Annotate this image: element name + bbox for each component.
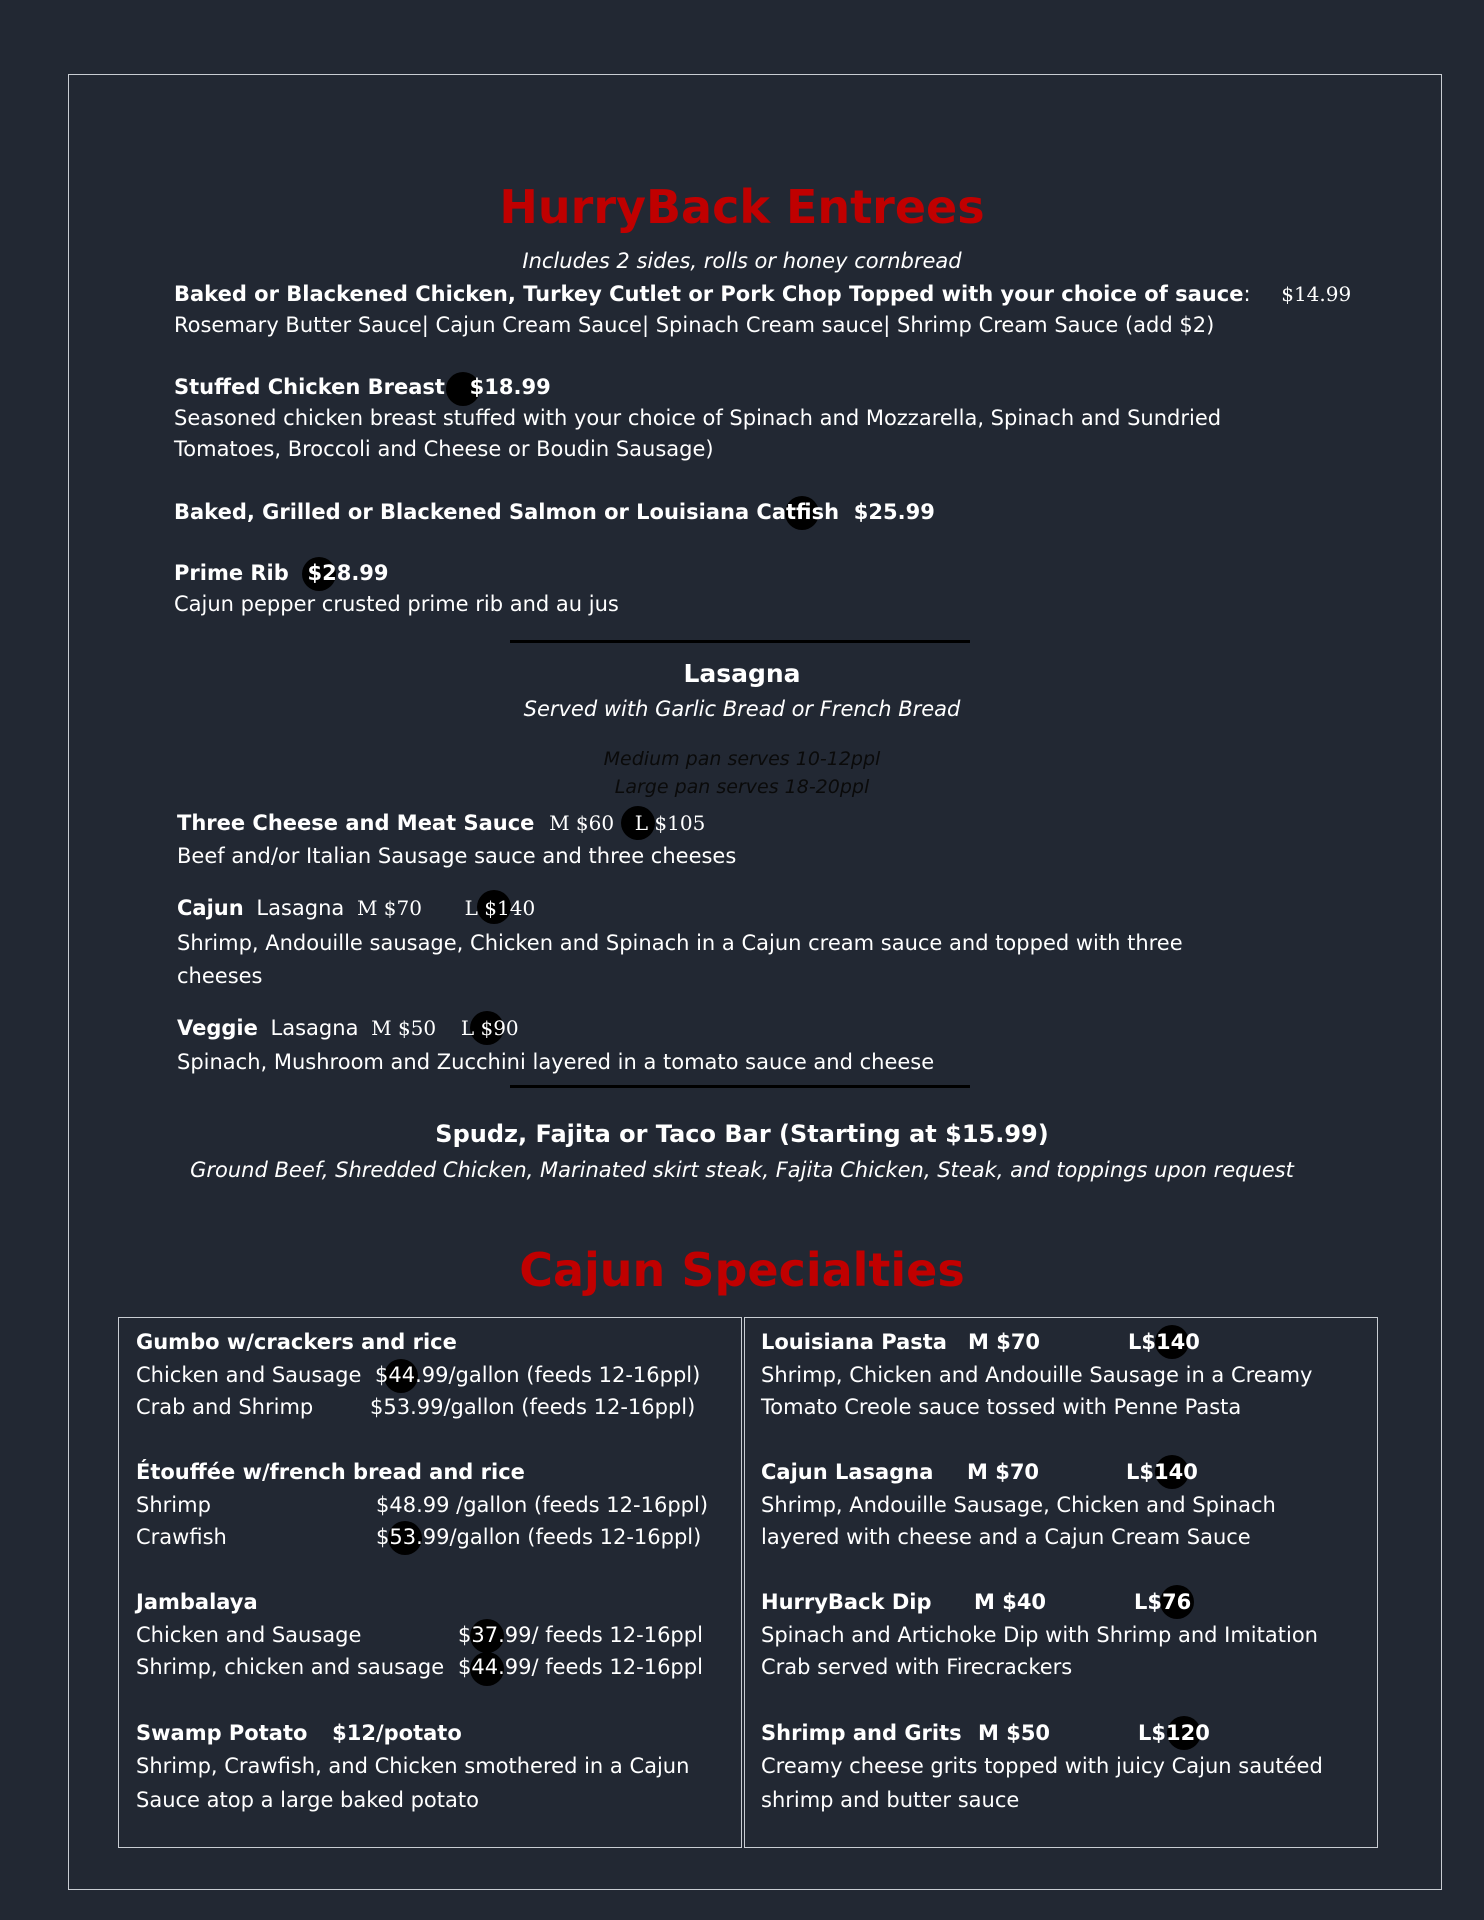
entree-item-1 xyxy=(174,279,1351,310)
entree-item-2-desc-1: Seasoned chicken breast stuffed with your choice of Spinach and Mozzarella, Spinach and Sundried xyxy=(174,406,1222,430)
pasta-desc-1: Shrimp, Chicken and Andouille Sausage in a Creamy xyxy=(761,1363,1313,1387)
entree-item-1-price: $14.99 xyxy=(1281,282,1352,306)
grits-desc-1: Creamy cheese grits topped with juicy Cajun sautéed xyxy=(761,1754,1323,1778)
lasagna-item-2-desc-2: cheeses xyxy=(177,964,263,988)
gumbo-name: Gumbo w/crackers and rice xyxy=(136,1330,457,1354)
entree-item-1-desc: Rosemary Butter Sauce| Cajun Cream Sauce| Spinach Cream sauce| Shrimp Cream Sauce (add $2) xyxy=(174,313,1215,337)
grits-medium: M $50 xyxy=(978,1721,1051,1745)
pasta-medium: M $70 xyxy=(968,1330,1041,1354)
swamp-potato-desc-2: Sauce atop a large baked potato xyxy=(136,1788,479,1812)
lasagna-item-2-name-bold: Cajun xyxy=(177,896,244,920)
gumbo-row-1-label: Chicken and Sausage xyxy=(136,1363,362,1387)
lasagna-item-1-large: L $105 xyxy=(634,811,706,835)
lasagna-item-2-desc-1: Shrimp, Andouille sausage, Chicken and Spinach in a Cajun cream sauce and topped with three xyxy=(177,931,1183,955)
section-divider xyxy=(510,1085,970,1088)
bar-subtitle: Ground Beef, Shredded Chicken, Marinated skirt steak, Fajita Chicken, Steak, and toppings upon request xyxy=(190,1158,1294,1182)
dip-desc-1: Spinach and Artichoke Dip with Shrimp and Imitation xyxy=(761,1623,1318,1647)
entree-item-3 xyxy=(174,497,935,528)
pasta-name: Louisiana Pasta xyxy=(761,1330,947,1354)
cajun-lasagna-desc-1: Shrimp, Andouille Sausage, Chicken and Spinach xyxy=(761,1493,1276,1517)
bar-title: Spudz, Fajita or Taco Bar (Starting at $15.99) xyxy=(435,1120,1049,1148)
grits-name: Shrimp and Grits xyxy=(761,1721,962,1745)
lasagna-subtitle: Served with Garlic Bread or French Bread xyxy=(523,697,961,721)
lasagna-item-3 xyxy=(177,1013,519,1044)
swamp-potato-price: $12/potato xyxy=(332,1721,462,1745)
swamp-potato-desc-1: Shrimp, Crawfish, and Chicken smothered in a Cajun xyxy=(136,1754,690,1778)
lasagna-item-1-name: Three Cheese and Meat Sauce xyxy=(177,811,535,835)
jambalaya-row-2-label: Shrimp, chicken and sausage xyxy=(136,1655,445,1679)
gumbo-row-1-price: $44.99/gallon (feeds 12-16ppl) xyxy=(375,1363,701,1387)
entree-item-4-name: Prime Rib xyxy=(174,561,289,585)
lasagna-item-2-large: L $140 xyxy=(464,896,536,920)
entree-item-2 xyxy=(174,372,551,403)
jambalaya-row-1-label: Chicken and Sausage xyxy=(136,1623,362,1647)
lasagna-item-2-name-rest: Lasagna xyxy=(256,896,345,920)
swamp-potato xyxy=(136,1718,462,1749)
etouffee-row-2-label: Crawfish xyxy=(136,1525,227,1549)
gumbo-row-2-price: $53.99/gallon (feeds 12-16ppl) xyxy=(370,1395,696,1419)
dip-large: L$76 xyxy=(1134,1590,1192,1614)
entree-item-3-price: $25.99 xyxy=(853,500,935,524)
entree-item-1-colon: : xyxy=(1243,282,1251,306)
pasta-large: L$140 xyxy=(1128,1330,1200,1354)
lasagna-item-3-medium: M $50 xyxy=(371,1016,437,1040)
entree-item-2-price: $18.99 xyxy=(469,375,551,399)
lasagna-item-1-medium: M $60 xyxy=(549,811,615,835)
entree-item-4-price: $28.99 xyxy=(307,561,389,585)
entrees-subtitle: Includes 2 sides, rolls or honey cornbread xyxy=(522,249,962,273)
lasagna-title: Lasagna xyxy=(683,659,801,688)
lasagna-item-2-medium: M $70 xyxy=(356,896,422,920)
lasagna-item-3-name-bold: Veggie xyxy=(177,1016,258,1040)
cajun-lasagna-large: L$140 xyxy=(1126,1460,1198,1484)
lasagna-item-3-desc: Spinach, Mushroom and Zucchini layered in a tomato sauce and cheese xyxy=(177,1050,935,1074)
lasagna-item-1 xyxy=(177,808,705,839)
grits-large: L$120 xyxy=(1138,1721,1210,1745)
entree-item-1-name: Baked or Blackened Chicken, Turkey Cutlet or Pork Chop Topped with your choice of sauce xyxy=(174,282,1244,306)
lasagna-pan-large: Large pan serves 18-20ppl xyxy=(614,776,870,798)
swamp-potato-name: Swamp Potato xyxy=(136,1721,308,1745)
entree-item-2-name: Stuffed Chicken Breast xyxy=(174,375,445,399)
entree-item-4-desc: Cajun pepper crusted prime rib and au jus xyxy=(174,592,619,616)
lasagna-pan-medium: Medium pan serves 10-12ppl xyxy=(603,748,881,770)
entree-item-4 xyxy=(174,558,389,589)
lasagna-item-3-name-rest: Lasagna xyxy=(270,1016,359,1040)
cajun-title: Cajun Specialties xyxy=(519,1243,965,1297)
cajun-lasagna-name: Cajun Lasagna xyxy=(761,1460,934,1484)
dip-medium: M $40 xyxy=(974,1590,1047,1614)
cajun-lasagna-desc-2: layered with cheese and a Cajun Cream Sauce xyxy=(761,1525,1251,1549)
etouffee-row-1-price: $48.99 /gallon (feeds 12-16ppl) xyxy=(376,1493,709,1517)
jambalaya-row-2-price: $44.99/ feeds 12-16ppl xyxy=(458,1655,703,1679)
entrees-title: HurryBack Entrees xyxy=(499,180,985,234)
gumbo-row-2-label: Crab and Shrimp xyxy=(136,1395,314,1419)
lasagna-item-1-desc: Beef and/or Italian Sausage sauce and three cheeses xyxy=(177,844,737,868)
etouffee-row-2-price: $53.99/gallon (feeds 12-16ppl) xyxy=(376,1525,702,1549)
lasagna-item-3-large: L $90 xyxy=(460,1016,519,1040)
cajun-lasagna-medium: M $70 xyxy=(967,1460,1040,1484)
pasta-desc-2: Tomato Creole sauce tossed with Penne Pasta xyxy=(761,1395,1242,1419)
etouffee-name: Étouffée w/french bread and rice xyxy=(136,1460,525,1484)
jambalaya-row-1-price: $37.99/ feeds 12-16ppl xyxy=(458,1623,703,1647)
section-divider xyxy=(510,640,970,643)
entree-item-2-desc-2: Tomatoes, Broccoli and Cheese or Boudin Sausage) xyxy=(174,437,714,461)
etouffee-row-1-label: Shrimp xyxy=(136,1493,211,1517)
dip-name: HurryBack Dip xyxy=(761,1590,932,1614)
grits-desc-2: shrimp and butter sauce xyxy=(761,1788,1020,1812)
dip-desc-2: Crab served with Firecrackers xyxy=(761,1655,1073,1679)
lasagna-item-2 xyxy=(177,893,535,924)
entree-item-3-name: Baked, Grilled or Blackened Salmon or Louisiana Catfish xyxy=(174,500,840,524)
jambalaya-name: Jambalaya xyxy=(136,1590,258,1614)
